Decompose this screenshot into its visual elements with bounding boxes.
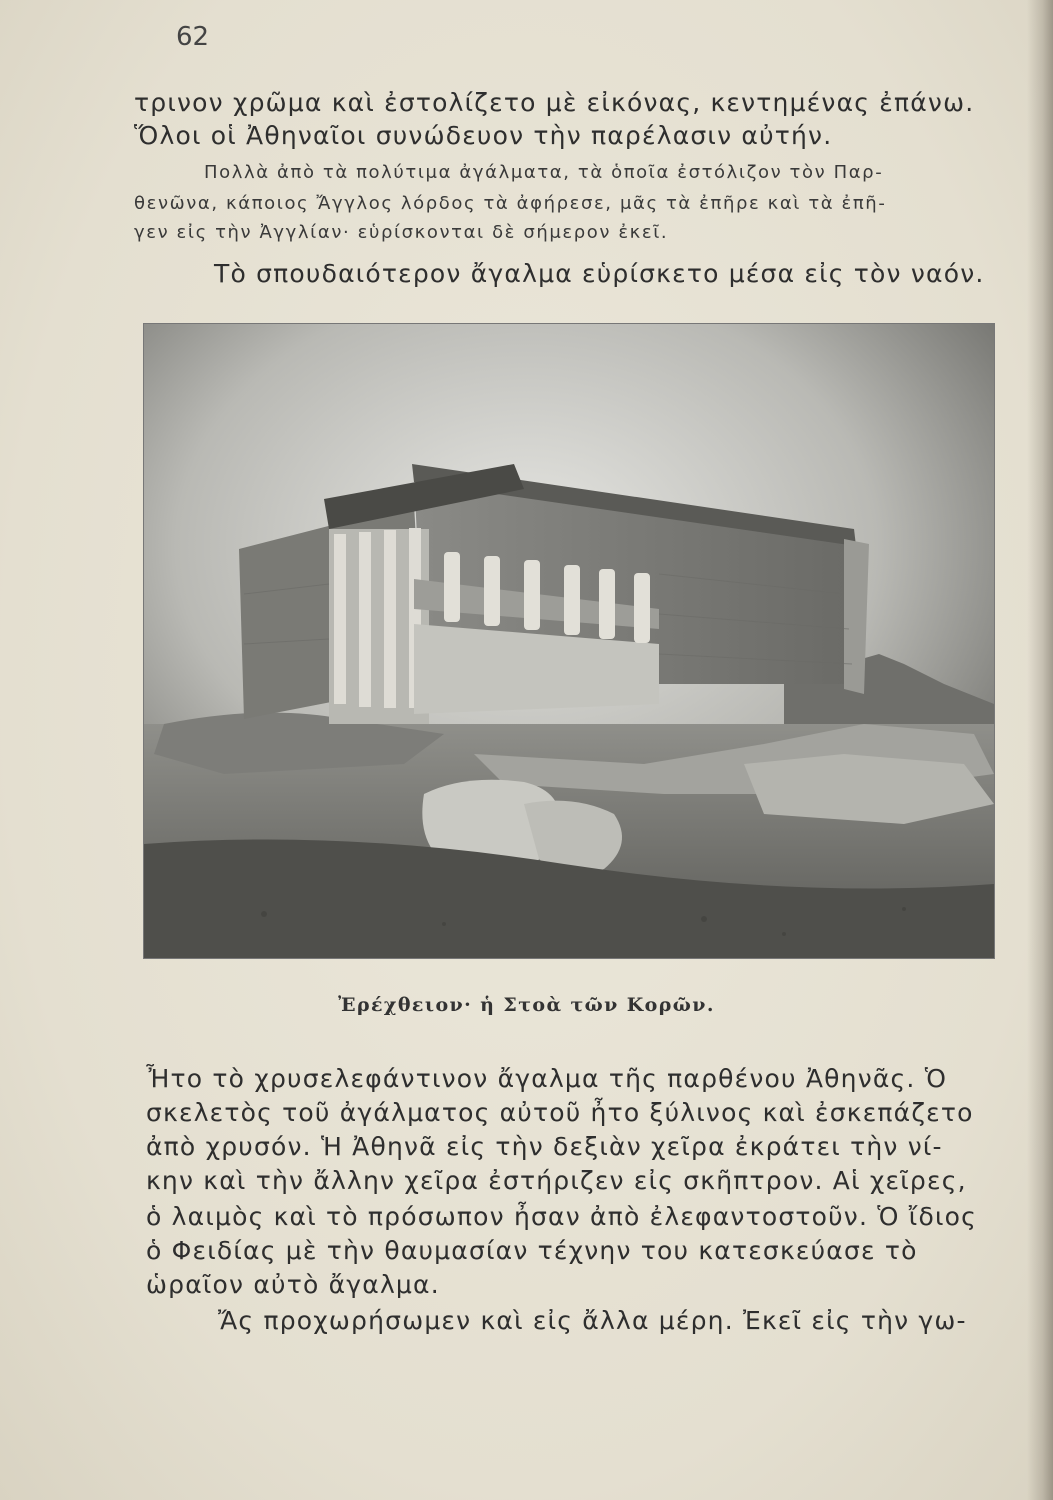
text-line: σκελετὸς τοῦ ἀγάλματος αὐτοῦ ἦτο ξύλινος καὶ ἐσκεπάζετο [146,1098,974,1127]
text-line: ὁ Φειδίας μὲ τὴν θαυμασίαν τέχνην του κατεσκεύασε τὸ [146,1236,918,1265]
page-number: 62 [176,22,210,52]
text-line: Ἄς προχωρήσωμεν καὶ εἰς ἄλλα μέρη. Ἐκεῖ εἰς τὴν γω- [218,1306,967,1335]
text-line: τρινον χρῶμα καὶ ἐστολίζετο μὲ εἰκόνας, κεντημένας ἐπάνω. [134,88,975,117]
small-text-line: γεν εἰς τὴν Ἀγγλίαν· εὑρίσκονται δὲ σήμερον ἐκεῖ. [134,222,669,243]
text-line: Ὅλοι οἱ Ἀθηναῖοι συνώδευον τὴν παρέλασιν αὐτήν. [134,121,833,150]
small-text-line: Πολλὰ ἀπὸ τὰ πολύτιμα ἀγάλματα, τὰ ὁποῖα ἐστόλιζον τὸν Παρ- [204,162,884,183]
small-text-line: θενῶνα, κάποιος Ἄγγλος λόρδος τὰ ἀφήρεσε, μᾶς τὰ ἐπῆρε καὶ τὰ ἐπῆ- [134,193,887,214]
page-spine-shadow [1027,0,1053,1500]
erechtheion-photograph [143,323,995,959]
figure-caption: Ἐρέχθειον· ἡ Στοὰ τῶν Κορῶν. [338,994,715,1016]
text-line: ὡραῖον αὐτὸ ἄγαλμα. [146,1270,440,1299]
text-line: Τὸ σπουδαιότερον ἄγαλμα εὑρίσκετο μέσα εἰς τὸν ναόν. [214,259,985,288]
text-line: ἀπὸ χρυσόν. Ἡ Ἀθηνᾶ εἰς τὴν δεξιὰν χεῖρα ἐκράτει τὴν νί- [146,1132,943,1161]
erechtheion-illustration [144,324,994,958]
text-line: Ἦτο τὸ χρυσελεφάντινον ἄγαλμα τῆς παρθένου Ἀθηνᾶς. Ὁ [146,1064,948,1093]
text-line: κην καὶ τὴν ἄλλην χεῖρα ἐστήριζεν εἰς σκῆπτρον. Αἱ χεῖρες, [146,1166,967,1195]
text-line: ὁ λαιμὸς καὶ τὸ πρόσωπον ἦσαν ἀπὸ ἐλεφαντοστοῦν. Ὁ ἴδιος [146,1202,977,1231]
